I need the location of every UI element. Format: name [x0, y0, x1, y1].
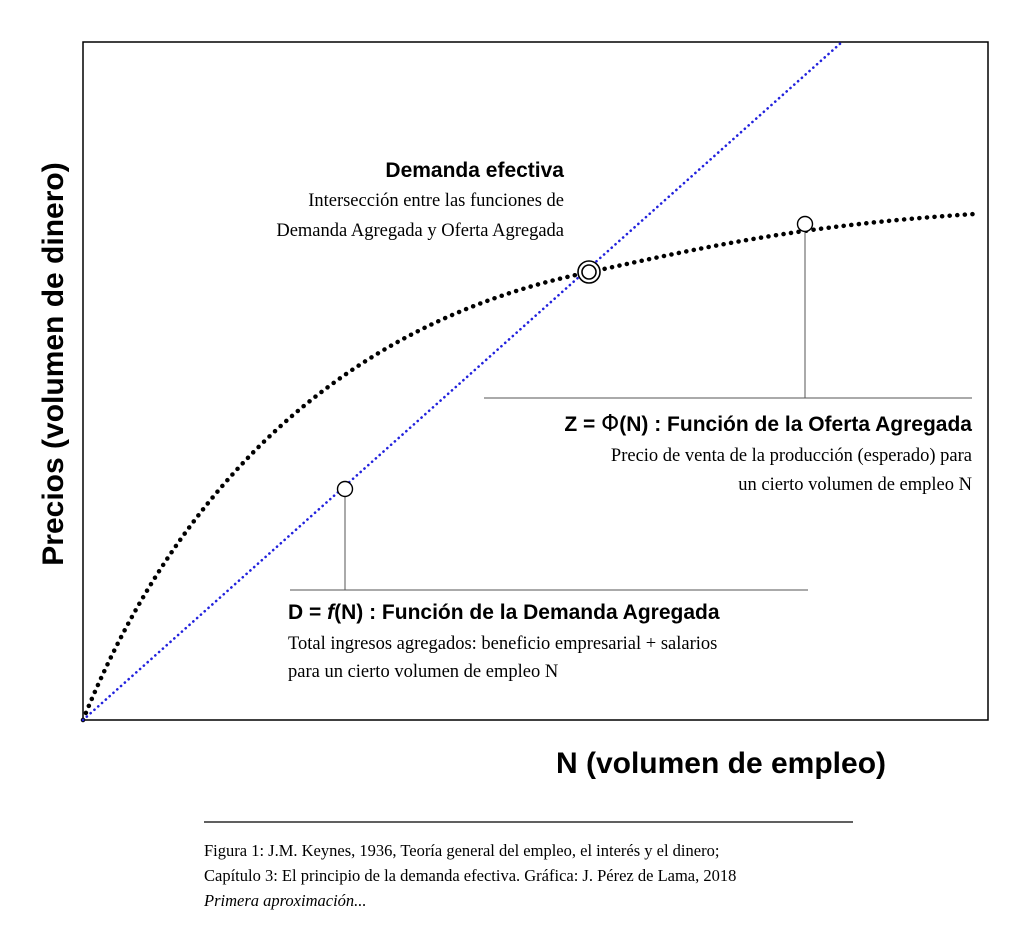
intersection-title: Demanda efectiva	[385, 159, 564, 182]
supply-title-pre: Z =	[564, 413, 602, 436]
demand-line-2: para un cierto volumen de empleo N	[288, 662, 559, 682]
demand-title-post: (N) : Función de la Demanda Agregada	[334, 601, 720, 624]
demand-title	[288, 601, 720, 624]
intersection-marker-inner	[582, 265, 596, 279]
supply-phi-symbol: Φ	[601, 411, 620, 437]
supply-line-2: un cierto volumen de empleo N	[738, 475, 972, 495]
supply-line-1: Precio de venta de la producción (esperado) para	[610, 446, 972, 466]
x-axis-label: N (volumen de empleo)	[555, 747, 887, 780]
y-axis-label: Precios (volumen de dinero)	[36, 162, 70, 566]
intersection-line-1: Intersección entre las funciones de	[308, 191, 564, 211]
caption-line-1: Figura 1: J.M. Keynes, 1936, Teoría general del empleo, el interés y el dinero;	[204, 841, 720, 860]
intersection-line-2: Demanda Agregada y Oferta Agregada	[276, 221, 564, 241]
caption-line-3: Primera aproximación...	[204, 891, 367, 910]
demand-point-marker	[338, 482, 353, 497]
demand-title-pre: D =	[288, 601, 328, 624]
supply-point-marker	[798, 217, 813, 232]
supply-title	[564, 411, 972, 437]
supply-title-post: (N) : Función de la Oferta Agregada	[619, 413, 972, 436]
demand-f-symbol: f	[327, 601, 335, 624]
demand-line-1: Total ingresos agregados: beneficio empresarial + salarios	[288, 634, 718, 654]
caption-line-2: Capítulo 3: El principio de la demanda efectiva. Gráfica: J. Pérez de Lama, 2018	[204, 866, 737, 885]
